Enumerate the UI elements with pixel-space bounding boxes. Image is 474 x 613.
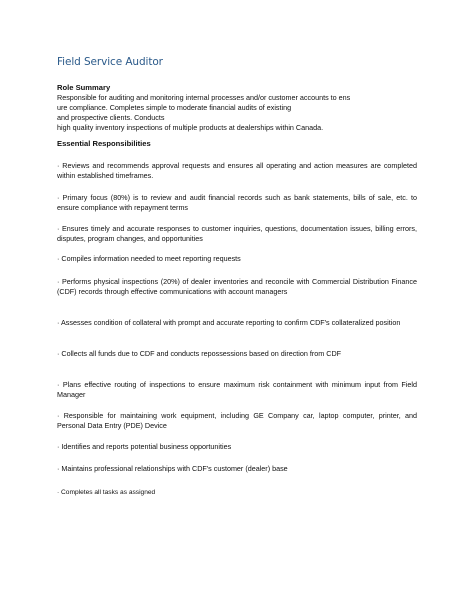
responsibility-item: · Ensures timely and accurate responses to customer inquiries, questions, documentation issues, billing errors, disputes, program changes, and opportunities xyxy=(57,224,417,244)
responsibility-item: · Compiles information needed to meet reporting requests xyxy=(57,254,241,263)
summary-line: and prospective clients. Conducts xyxy=(57,113,165,122)
role-summary-text xyxy=(57,93,427,133)
summary-line: Responsible for auditing and monitoring internal processes and/or customer accounts to ens xyxy=(57,93,351,102)
responsibility-item: · Completes all tasks as assigned xyxy=(57,489,156,496)
responsibility-item: · Maintains professional relationships with CDF's customer (dealer) base xyxy=(57,464,288,473)
responsibility-item: · Plans effective routing of inspections to ensure maximum risk containment with minimum input from Field Manager xyxy=(57,380,417,400)
summary-line: ure compliance. Completes simple to moderate financial audits of existing xyxy=(57,103,292,112)
responsibility-item: · Reviews and recommends approval requests and ensures all operating and action measures are completed within established timeframes. xyxy=(57,161,417,181)
role-summary-heading: Role Summary xyxy=(57,83,111,92)
document-title: Field Service Auditor xyxy=(57,56,163,68)
responsibility-item: · Collects all funds due to CDF and conducts repossessions based on direction from CDF xyxy=(57,349,342,358)
responsibility-item: · Identifies and reports potential business opportunities xyxy=(57,442,232,451)
responsibility-item: · Responsible for maintaining work equipment, including GE Company car, laptop computer, printer, and Personal Data Entry (PDE) Device xyxy=(57,411,417,431)
responsibilities-heading: Essential Responsibilities xyxy=(57,139,151,148)
summary-line: high quality inventory inspections of multiple products at dealerships within Canada. xyxy=(57,123,324,132)
responsibility-item: · Performs physical inspections (20%) of dealer inventories and reconcile with Commercial Distribution Finance (CDF) records through effective communications with account managers xyxy=(57,277,417,297)
responsibility-item: · Assesses condition of collateral with prompt and accurate reporting to confirm CDF's collateralized position xyxy=(57,318,401,327)
responsibility-item: · Primary focus (80%) is to review and audit financial records such as bank statements, bills of sale, etc. to ensure compliance with repayment terms xyxy=(57,193,417,213)
